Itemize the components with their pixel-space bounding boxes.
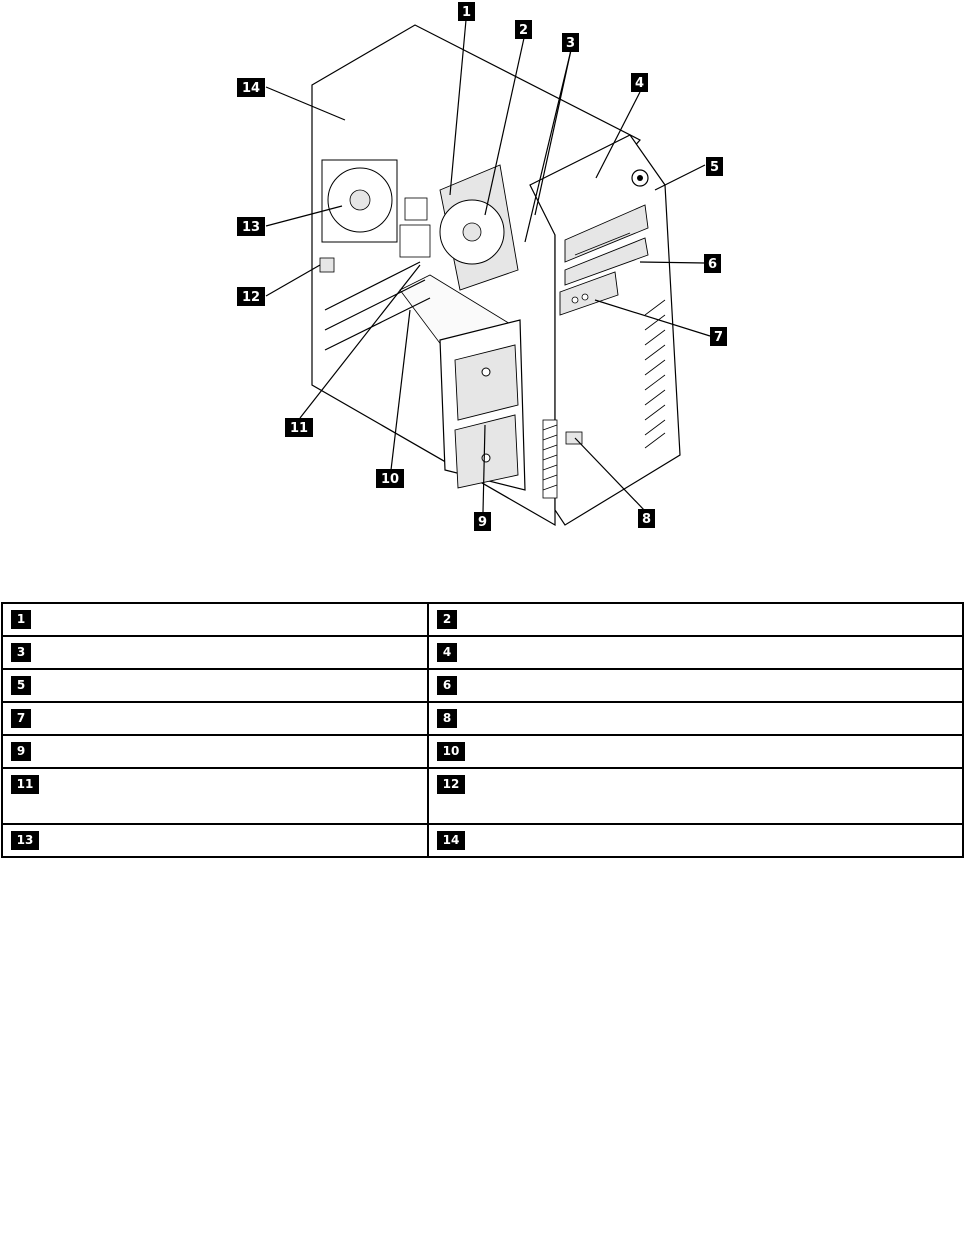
legend-cell bbox=[2, 669, 428, 702]
callout-2 bbox=[515, 20, 532, 39]
callout-7 bbox=[710, 327, 727, 346]
callout-10 bbox=[376, 469, 404, 488]
legend-cell bbox=[428, 636, 963, 669]
callout-13 bbox=[237, 217, 265, 236]
legend-number-badge: 7 bbox=[11, 709, 31, 728]
svg-text:1: 1 bbox=[461, 5, 472, 20]
rear-fan-icon bbox=[322, 160, 397, 242]
legend-number-badge: 8 bbox=[437, 709, 457, 728]
legend-number-badge: 10 bbox=[437, 742, 465, 761]
svg-text:12: 12 bbox=[241, 290, 261, 305]
legend-cell bbox=[2, 636, 428, 669]
legend-number-badge: 12 bbox=[437, 775, 465, 794]
legend-number-badge: 5 bbox=[11, 676, 31, 695]
callout-4 bbox=[631, 73, 648, 92]
legend-number-badge: 1 bbox=[11, 610, 31, 629]
legend-row bbox=[2, 669, 963, 702]
drive-cage-icon bbox=[440, 320, 525, 490]
legend-cell bbox=[428, 603, 963, 636]
legend-cell bbox=[428, 824, 963, 857]
legend-number-badge: 3 bbox=[11, 643, 31, 662]
legend-table bbox=[1, 602, 964, 858]
legend-cell bbox=[428, 702, 963, 735]
legend-number-badge: 13 bbox=[11, 831, 39, 850]
legend-number-badge: 6 bbox=[437, 676, 457, 695]
svg-text:7: 7 bbox=[713, 330, 724, 345]
callout-9 bbox=[474, 512, 491, 531]
legend-number-badge: 4 bbox=[437, 643, 457, 662]
svg-text:5: 5 bbox=[709, 160, 720, 175]
svg-text:9: 9 bbox=[477, 515, 488, 530]
callout-5 bbox=[706, 157, 723, 176]
legend-row bbox=[2, 603, 963, 636]
callout-12 bbox=[237, 287, 265, 306]
legend-cell bbox=[2, 824, 428, 857]
legend-number-badge: 9 bbox=[11, 742, 31, 761]
svg-text:13: 13 bbox=[241, 220, 261, 235]
callout-6 bbox=[704, 254, 721, 273]
legend-cell bbox=[2, 702, 428, 735]
svg-text:6: 6 bbox=[707, 257, 718, 272]
side-vent-icon bbox=[543, 420, 557, 498]
chassis-illustration bbox=[312, 25, 680, 525]
svg-text:4: 4 bbox=[634, 76, 645, 91]
svg-text:3: 3 bbox=[565, 36, 576, 51]
legend-cell bbox=[428, 669, 963, 702]
legend-cell bbox=[2, 735, 428, 768]
legend-number-badge: 11 bbox=[11, 775, 39, 794]
legend-cell bbox=[428, 768, 963, 824]
svg-text:11: 11 bbox=[289, 421, 309, 436]
legend-row bbox=[2, 702, 963, 735]
svg-text:14: 14 bbox=[241, 81, 261, 96]
callout-8 bbox=[638, 509, 655, 528]
callout-11 bbox=[285, 418, 313, 437]
legend-cell bbox=[2, 603, 428, 636]
callout-3 bbox=[562, 33, 579, 52]
legend-cell bbox=[428, 735, 963, 768]
legend-cell bbox=[2, 768, 428, 824]
legend-row bbox=[2, 768, 963, 824]
svg-text:2: 2 bbox=[518, 23, 529, 38]
legend-number-badge: 14 bbox=[437, 831, 465, 850]
callout-1 bbox=[458, 2, 475, 21]
legend-number-badge: 2 bbox=[437, 610, 457, 629]
legend-row bbox=[2, 636, 963, 669]
legend-row bbox=[2, 735, 963, 768]
callout-14 bbox=[237, 78, 265, 97]
legend-row bbox=[2, 824, 963, 857]
svg-text:10: 10 bbox=[380, 472, 400, 487]
svg-text:8: 8 bbox=[641, 512, 652, 527]
computer-components-diagram bbox=[0, 0, 965, 560]
